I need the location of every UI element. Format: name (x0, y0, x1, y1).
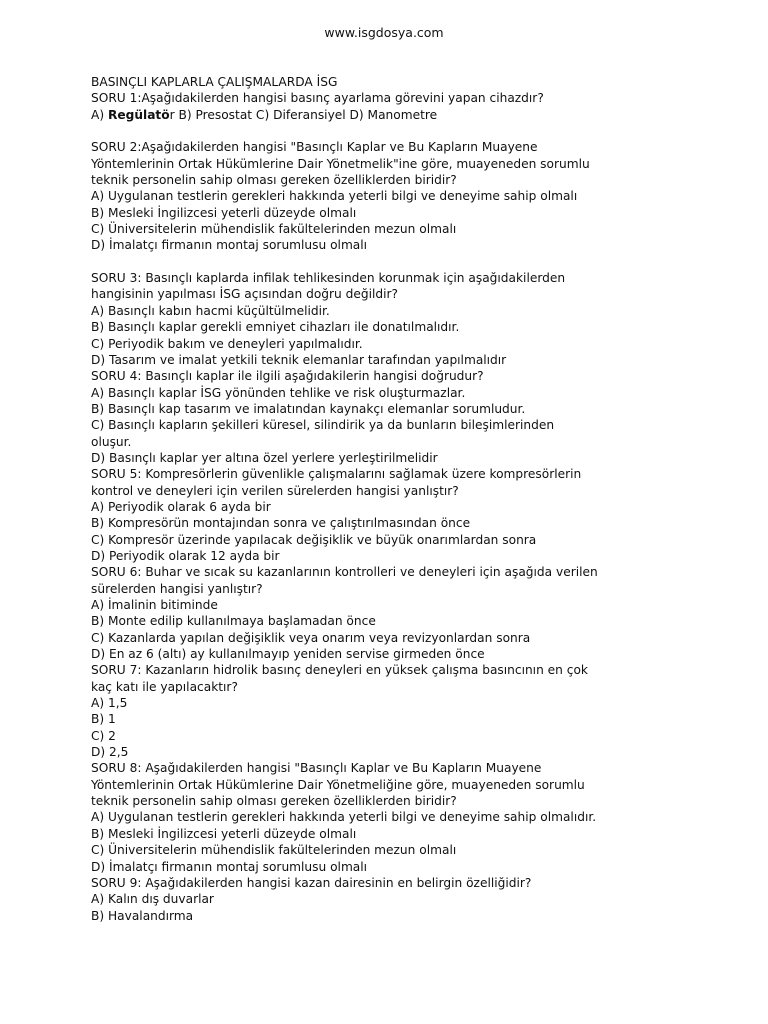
text-line: sürelerden hangisi yanlıştır? (91, 581, 263, 596)
text-line: A) Uygulanan testlerin gerekleri hakkında yeterli bilgi ve deneyime sahip olmalıdır. (91, 810, 597, 825)
text-line: D) İmalatçı firmanın montaj sorumlusu olmalı (91, 859, 368, 874)
text-line: SORU 3: Basınçlı kaplarda infilak tehlikesinden korunmak için aşağıdakilerden (91, 271, 566, 286)
text-line: A) Kalın dış duvarlar (91, 892, 214, 907)
text-line: Yöntemlerinin Ortak Hükümlerine Dair Yönetmeliğine göre, muayeneden sorumlu (91, 777, 585, 792)
text-line: C) Kompresör üzerinde yapılacak değişiklik ve büyük onarımlardan sonra (91, 532, 537, 547)
text-line: SORU 9: Aşağıdakilerden hangisi kazan dairesinin en belirgin özelliğidir? (91, 875, 532, 890)
text-line: B) Monte edilip kullanılmaya başlamadan önce (91, 614, 376, 629)
text-line: SORU 8: Aşağıdakilerden hangisi "Basınçlı Kaplar ve Bu Kapların Muayene (91, 761, 542, 776)
text-line: D) Periyodik olarak 12 ayda bir (91, 548, 280, 563)
text-line: A) Basınçlı kabın hacmi küçültülmelidir. (91, 303, 330, 318)
question-1: SORU 1:Aşağıdakilerden hangisi basınç ayarlama görevini yapan cihazdır? (91, 91, 544, 106)
text-line: A) Basınçlı kaplar İSG yönünden tehlike ve risk oluşturmazlar. (91, 385, 466, 400)
question-2-block (91, 139, 691, 253)
text-line: hangisinin yapılması İSG açısından doğru değildir? (91, 287, 398, 302)
text-line: Yöntemlerinin Ortak Hükümlerine Dair Yönetmelik"ine göre, muayeneden sorumlu (91, 156, 590, 171)
text-line: SORU 4: Basınçlı kaplar ile ilgili aşağıdakilerin hangisi doğrudur? (91, 369, 484, 384)
text-line: B) Basınçlı kap tasarım ve imalatından kaynakçı elemanlar sorumludur. (91, 401, 526, 416)
text-line: kontrol ve deneyleri için verilen sürelerden hangisi yanlıştır? (91, 483, 459, 498)
option-a-answer-tail: r (169, 107, 175, 122)
text-line: SORU 2:Aşağıdakilerden hangisi "Basınçlı Kaplar ve Bu Kapların Muayene (91, 140, 538, 155)
text-line: SORU 5: Kompresörlerin güvenlikle çalışmalarını sağlamak üzere kompresörlerin (91, 467, 582, 482)
text-line: C) Periyodik bakım ve deneyleri yapılmalıdır. (91, 336, 363, 351)
text-line: B) Basınçlı kaplar gerekli emniyet cihazları ile donatılmalıdır. (91, 320, 460, 335)
question-1-options (91, 107, 691, 123)
text-line: teknik personelin sahip olması gereken özelliklerden biridir? (91, 794, 457, 809)
text-line: B) 1 (91, 712, 116, 727)
text-line: SORU 7: Kazanların hidrolik basınç deneyleri en yüksek çalışma basıncının en çok (91, 663, 588, 678)
text-line: oluşur. (91, 434, 132, 449)
option-a-prefix: A) (91, 107, 108, 122)
text-line: teknik personelin sahip olması gereken özelliklerden biridir? (91, 173, 457, 188)
text-line: B) Havalandırma (91, 908, 194, 923)
text-line: kaç katı ile yapılacaktır? (91, 679, 238, 694)
text-line: D) İmalatçı firmanın montaj sorumlusu olmalı (91, 238, 368, 253)
site-url-header: www.isgdosya.com (324, 25, 444, 40)
text-line: SORU 6: Buhar ve sıcak su kazanlarının kontrolleri ve deneyleri için aşağıda verilen (91, 565, 598, 580)
paragraph-gap (91, 123, 691, 139)
text-line: A) Uygulanan testlerin gerekleri hakkında yeterli bilgi ve deneyime sahip olmalı (91, 189, 578, 204)
text-line: C) Kazanlarda yapılan değişiklik veya onarım veya revizyonlardan sonra (91, 630, 531, 645)
paragraph-gap (91, 254, 691, 270)
text-line: D) Basınçlı kaplar yer altına özel yerlere yerleştirilmelidir (91, 450, 438, 465)
text-line: B) Mesleki İngilizcesi yeterli düzeyde olmalı (91, 205, 357, 220)
document-title: BASINÇLI KAPLARLA ÇALIŞMALARDA İSG (91, 75, 338, 89)
text-line: A) İmalinin bitiminde (91, 598, 218, 612)
text-line: C) Üniversitelerin mühendislik fakültelerinden mezun olmalı (91, 843, 457, 858)
text-line: C) Basınçlı kapların şekilleri küresel, silindirik ya da bunların bileşimlerinden (91, 418, 555, 433)
text-line: C) 2 (91, 728, 116, 743)
text-line: D) En az 6 (altı) ay kullanılmayıp yeniden servise girmeden önce (91, 647, 485, 662)
document-body (91, 74, 691, 924)
option-a-answer: Regülatö (107, 107, 170, 122)
other-options: B) Presostat C) Diferansiyel D) Manometre (174, 107, 438, 122)
text-line: A) 1,5 (91, 696, 128, 711)
text-line: A) Periyodik olarak 6 ayda bir (91, 499, 271, 514)
text-line: C) Üniversitelerin mühendislik fakültelerinden mezun olmalı (91, 222, 457, 237)
questions-3-to-9-block (91, 270, 691, 924)
text-line: B) Kompresörün montajından sonra ve çalıştırılmasından önce (91, 516, 471, 531)
text-line: B) Mesleki İngilizcesi yeterli düzeyde olmalı (91, 826, 357, 841)
text-line: D) Tasarım ve imalat yetkili teknik elemanlar tarafından yapılmalıdır (91, 352, 507, 367)
text-line: D) 2,5 (91, 745, 129, 760)
